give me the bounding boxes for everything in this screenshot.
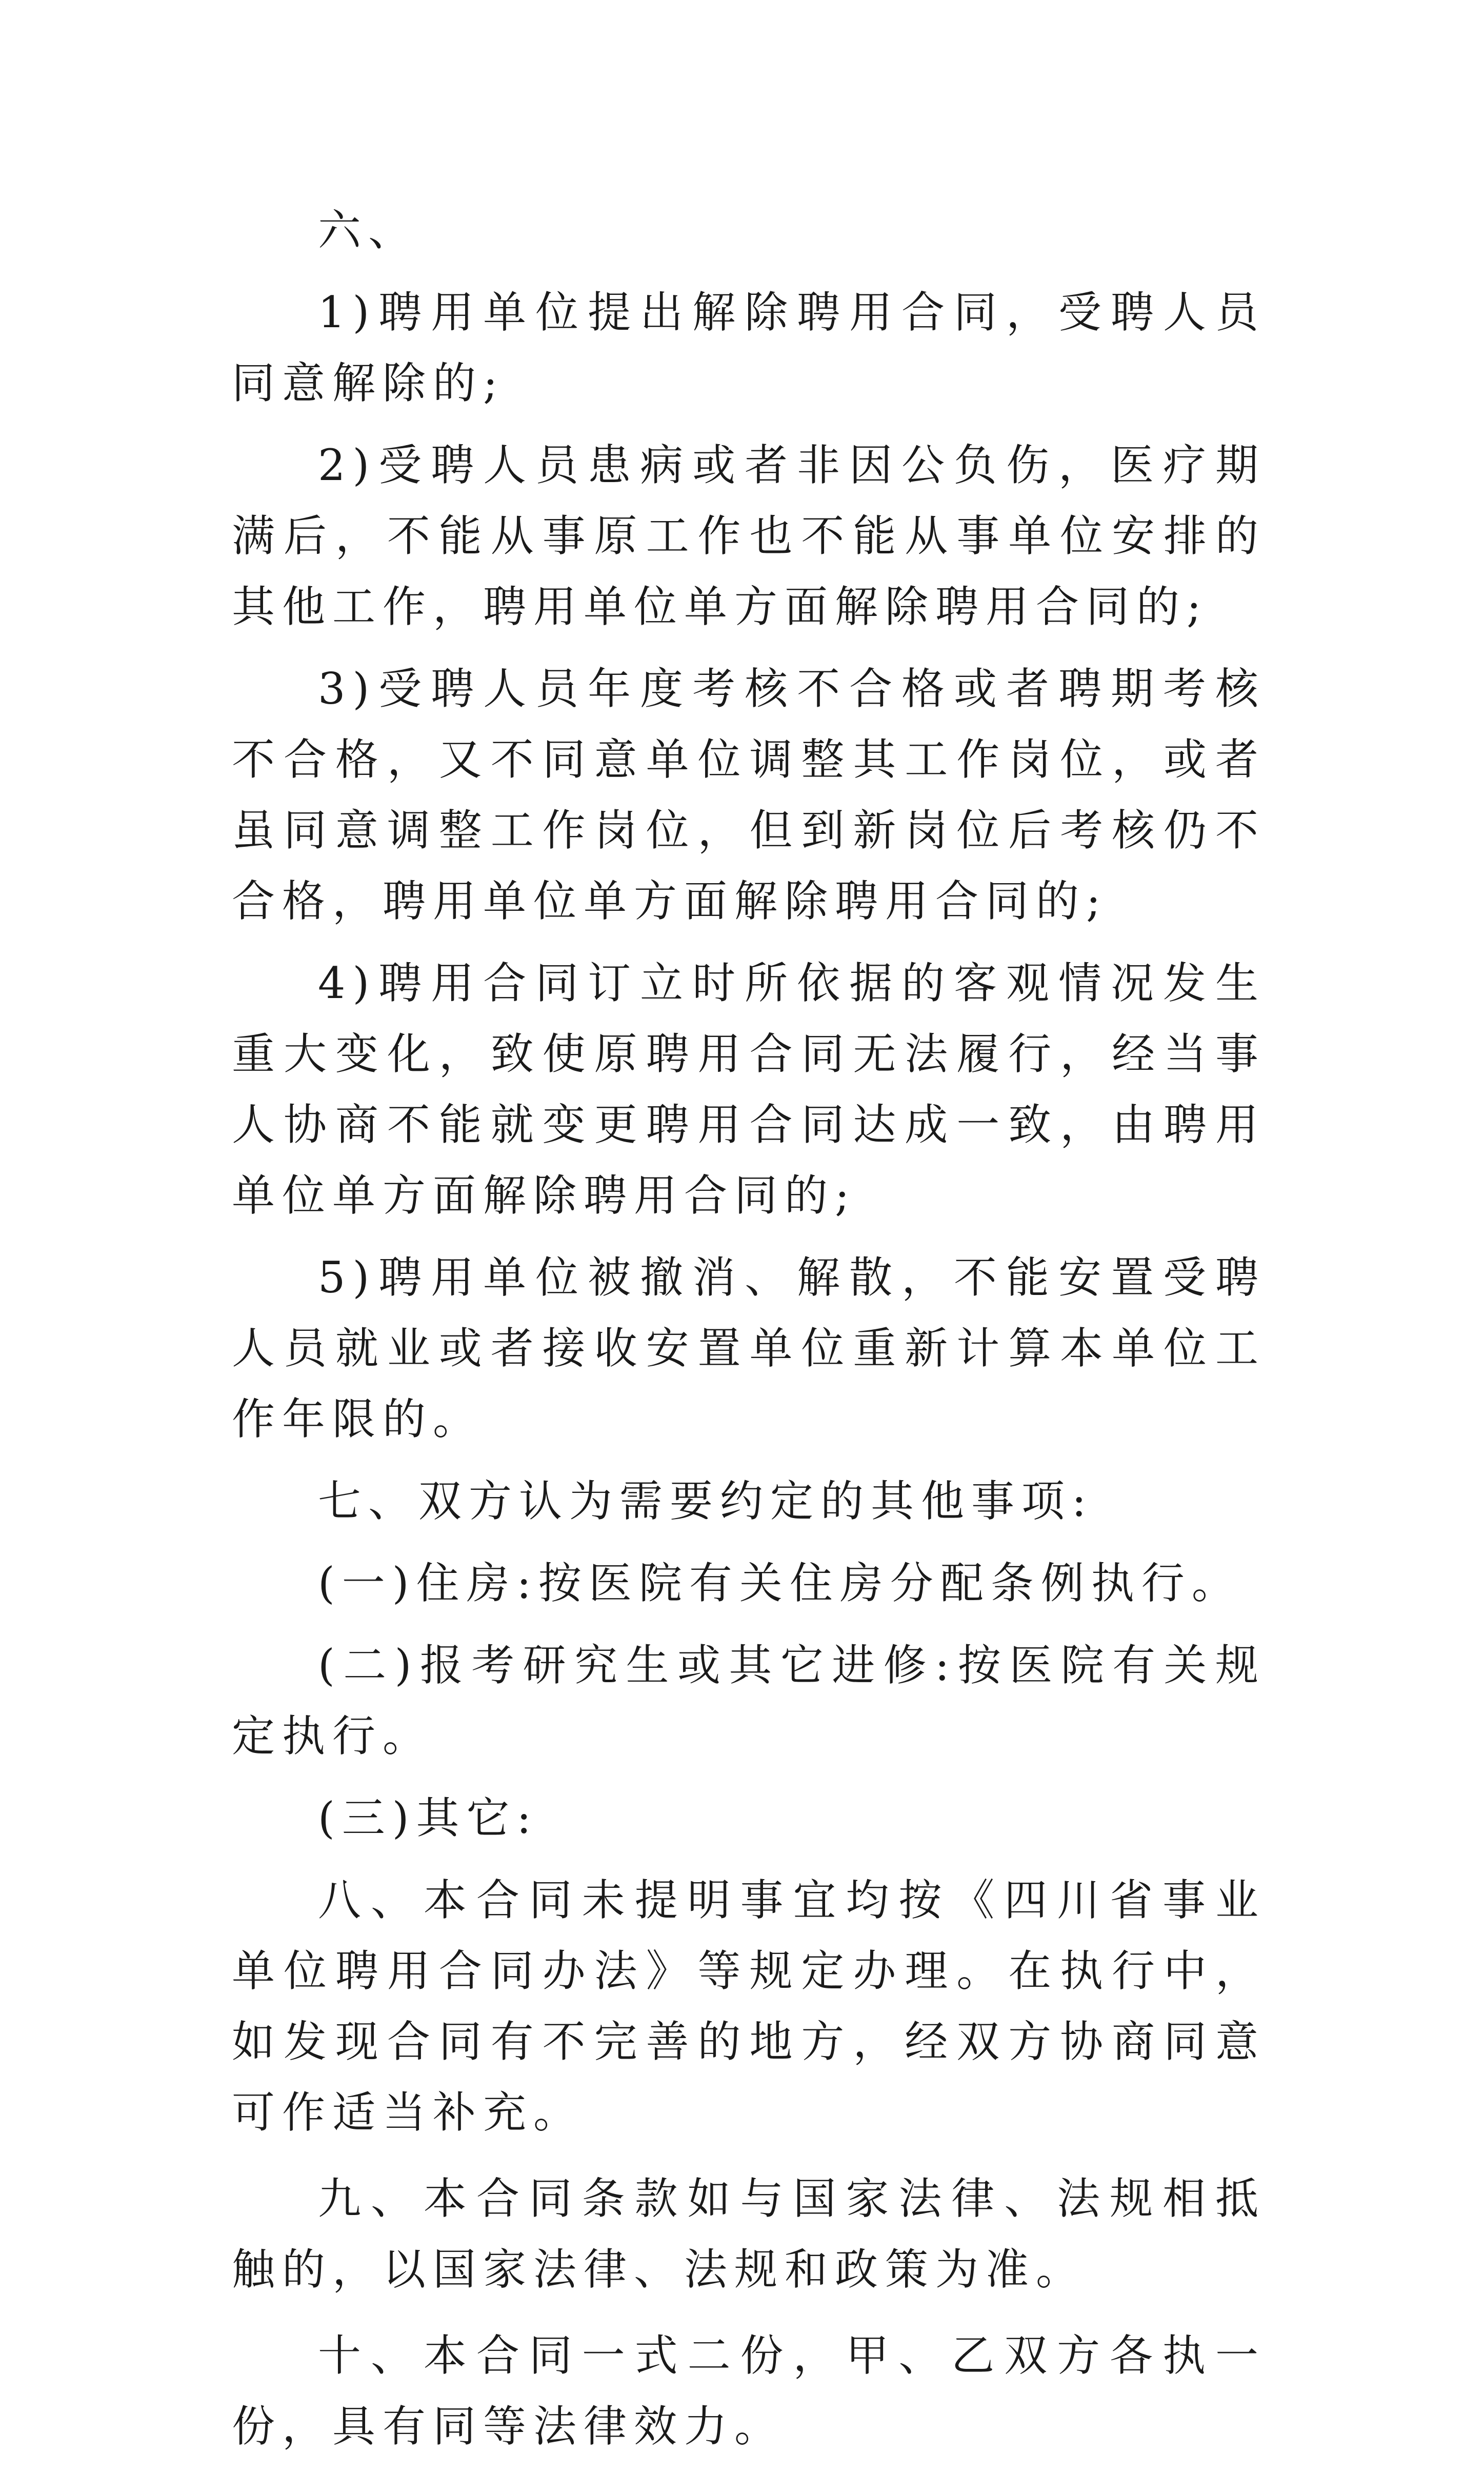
clause-4: 4)聘用合同订立时所依据的客观情况发生重大变化，致使原聘用合同无法履行，经当事人协商不能就变更聘用合同达成一致，由聘用单位单方面解除聘用合同的; <box>232 958 1266 1221</box>
item-study: (二)报考研究生或其它进修:按医院有关规定执行。 <box>232 1640 1266 1761</box>
clause-5: 5)聘用单位被撤消、解散，不能安置受聘人员就业或者接收安置单位重新计算本单位工作年限的。 <box>232 1252 1266 1444</box>
section-eight: 八、本合同未提明事宜均按《四川省事业单位聘用合同办法》等规定办理。在执行中，如发现合同有不完善的地方，经双方协商同意可作适当补充。 <box>232 1875 1266 2138</box>
section-ten: 十、本合同一式二份，甲、乙双方各执一份，具有同等法律效力。 <box>232 2330 1266 2451</box>
section-seven: 七、双方认为需要约定的其他事项: <box>318 1476 1094 1526</box>
section-nine: 九、本合同条款如与国家法律、法规相抵触的，以国家法律、法规和政策为准。 <box>232 2173 1266 2295</box>
clause-1: 1)聘用单位提出解除聘用合同，受聘人员同意解除的; <box>232 287 1266 408</box>
item-other: (三)其它: <box>318 1793 538 1843</box>
item-housing: (一)住房:按医院有关住房分配条例执行。 <box>318 1558 1242 1608</box>
section-six-heading: 六、 <box>318 205 419 255</box>
clause-2: 2)受聘人员患病或者非因公负伤，医疗期满后，不能从事原工作也不能从事单位安排的其他工作，聘用单位单方面解除聘用合同的; <box>232 440 1266 632</box>
document-page <box>232 195 1266 2473</box>
clause-3: 3)受聘人员年度考核不合格或者聘期考核不合格，又不同意单位调整其工作岗位，或者虽同意调整工作岗位，但到新岗位后考核仍不合格，聘用单位单方面解除聘用合同的; <box>232 664 1266 926</box>
